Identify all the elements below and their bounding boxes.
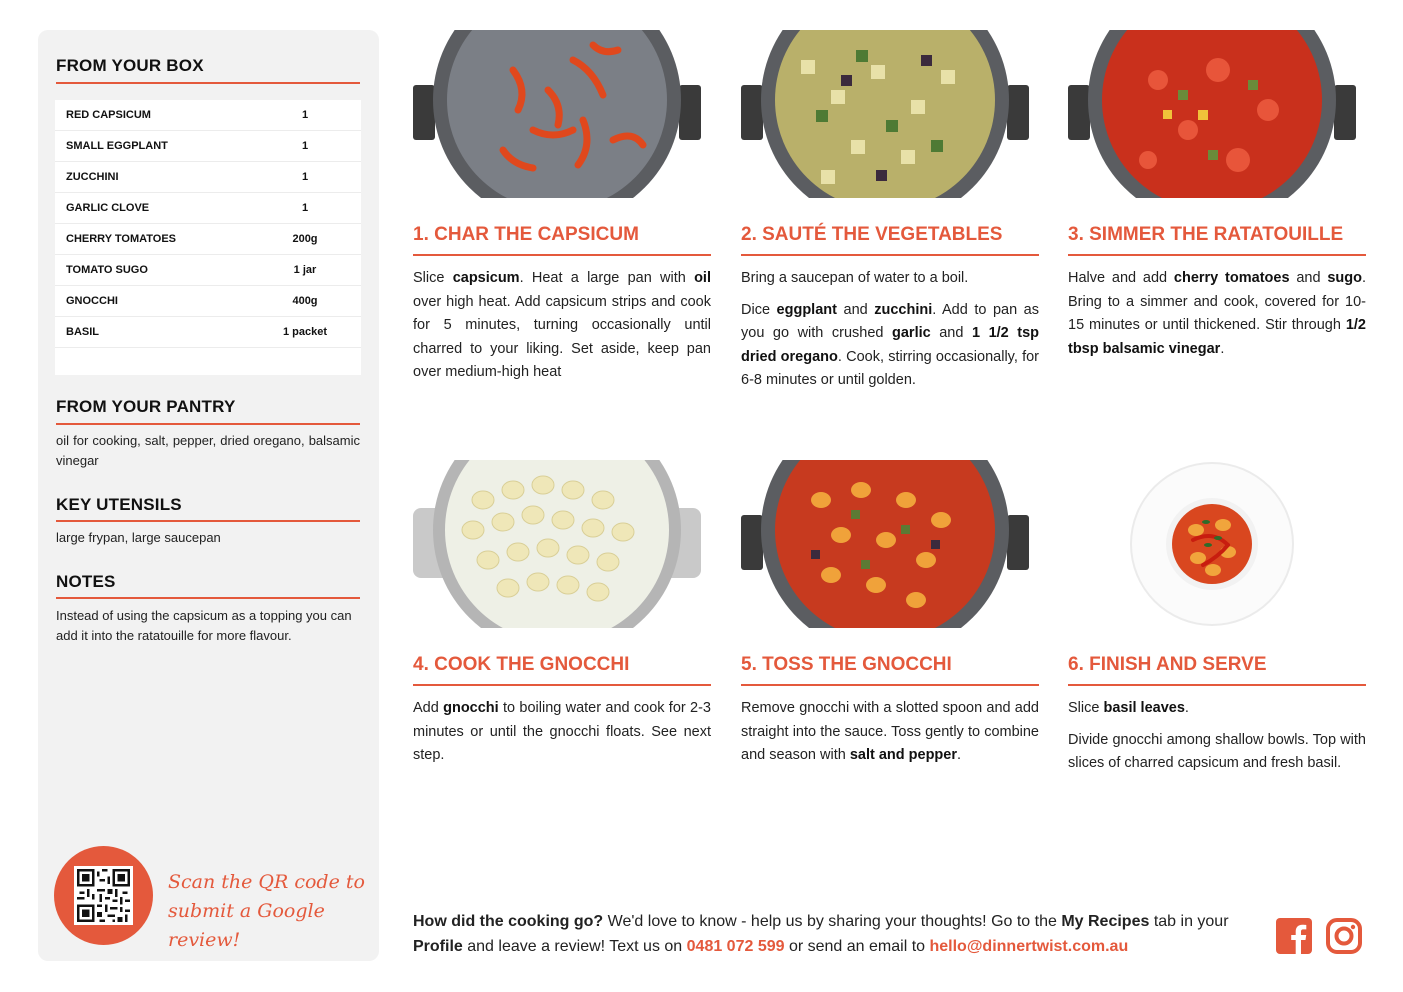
step-text-run: Slice bbox=[1068, 700, 1104, 716]
step-text-run: Divide gnocchi among shallow bowls. Top with slices of charred capsicum and fresh basil. bbox=[1068, 731, 1366, 771]
step-3-title: 3. SIMMER THE RATATOUILLE bbox=[1068, 224, 1344, 245]
ingredient-name: TOMATO SUGO bbox=[66, 264, 148, 276]
step-paragraph bbox=[413, 697, 711, 768]
footer-text-4: or send an email to bbox=[784, 938, 930, 955]
pantry-text: oil for cooking, salt, pepper, dried oregano, balsamic vinegar bbox=[56, 433, 360, 468]
step-5-text bbox=[741, 697, 1039, 768]
ingredient-emphasis: capsicum bbox=[452, 270, 520, 286]
step-paragraph bbox=[1068, 267, 1366, 361]
step-text-run: . Bring to a simmer and cook, covered for 10-15 minutes or until thickened. Stir through bbox=[1068, 270, 1367, 333]
ingredient-emphasis: eggplant bbox=[776, 301, 837, 318]
step-3-rule bbox=[1068, 254, 1366, 256]
step-paragraph bbox=[741, 299, 1039, 393]
box-heading: FROM YOUR BOX bbox=[56, 56, 204, 75]
qr-code-icon[interactable] bbox=[74, 866, 133, 925]
step-text-run: Add bbox=[413, 700, 444, 716]
ingredient-row bbox=[55, 286, 361, 317]
box-heading-rule bbox=[56, 82, 360, 84]
step-paragraph bbox=[741, 267, 1039, 291]
instagram-icon[interactable] bbox=[1326, 918, 1363, 955]
ingredient-qty: 200g bbox=[292, 233, 318, 245]
facebook-icon[interactable] bbox=[1276, 918, 1313, 955]
step-4-text bbox=[413, 697, 711, 768]
ingredient-name: SMALL EGGPLANT bbox=[66, 140, 168, 152]
step-6-text bbox=[1068, 697, 1366, 776]
profile-link[interactable]: Profile bbox=[413, 938, 463, 955]
ingredient-row bbox=[55, 131, 361, 162]
notes-heading-rule bbox=[56, 597, 360, 599]
step-1-title: 1. CHAR THE CAPSICUM bbox=[413, 224, 639, 245]
step-5-rule bbox=[741, 684, 1039, 686]
ingredient-name: GARLIC CLOVE bbox=[66, 202, 150, 214]
step-text-run: . Cook, stirring occasionally, for 6-8 minutes or until golden. bbox=[741, 348, 1039, 388]
step-text-run: and bbox=[930, 325, 972, 341]
step-4-rule bbox=[413, 684, 711, 686]
step-text-run: . bbox=[1184, 700, 1189, 716]
ingredient-qty: 1 bbox=[301, 171, 309, 183]
ingredient-emphasis: garlic bbox=[892, 325, 931, 341]
step-text-run: . bbox=[957, 747, 962, 763]
qr-text-line-2: submit a Google review! bbox=[168, 900, 325, 951]
ingredient-emphasis: 1 1/2 tsp dried oregano bbox=[741, 325, 1040, 365]
qr-badge[interactable] bbox=[54, 846, 153, 945]
step-text-run: Slice bbox=[413, 270, 453, 286]
ingredients-sidebar bbox=[38, 30, 379, 961]
step-2-text bbox=[741, 267, 1039, 393]
ingredient-qty: 400g bbox=[292, 295, 318, 307]
ingredient-qty: 1 packet bbox=[282, 326, 328, 338]
ingredient-name: ZUCCHINI bbox=[66, 171, 119, 183]
ingredient-emphasis: sugo bbox=[1327, 270, 1362, 286]
utensils-heading: KEY UTENSILS bbox=[56, 495, 182, 514]
ingredient-row bbox=[55, 193, 361, 224]
step-6-photo bbox=[1068, 460, 1356, 628]
utensils-heading-rule bbox=[56, 520, 360, 522]
step-paragraph bbox=[1068, 729, 1366, 776]
footer-question: How did the cooking go? bbox=[413, 913, 604, 930]
step-text-run: Dice bbox=[741, 301, 777, 318]
step-5-photo bbox=[741, 460, 1029, 628]
ingredient-qty: 1 jar bbox=[293, 264, 317, 276]
footer-text-3: and leave a review! Text us on bbox=[462, 938, 687, 955]
ingredient-emphasis: basil leaves bbox=[1103, 700, 1185, 716]
step-4-photo bbox=[413, 460, 701, 628]
footer-text-2: tab in your bbox=[1149, 913, 1229, 930]
notes-heading: NOTES bbox=[56, 572, 116, 591]
notes-text: Instead of using the capsicum as a topping you can add it into the ratatouille for more flavour. bbox=[56, 608, 352, 643]
ingredient-emphasis: zucchini bbox=[874, 301, 933, 318]
review-footer bbox=[413, 909, 1263, 959]
step-paragraph bbox=[741, 697, 1039, 768]
ingredient-qty: 1 bbox=[301, 109, 309, 121]
pantry-heading: FROM YOUR PANTRY bbox=[56, 397, 236, 416]
ingredient-emphasis: salt and pepper bbox=[849, 747, 957, 763]
pantry-heading-rule bbox=[56, 423, 360, 425]
ingredient-row bbox=[55, 162, 361, 193]
ingredient-emphasis: gnocchi bbox=[443, 700, 499, 716]
step-1-text bbox=[413, 267, 711, 385]
utensils-text: large frypan, large saucepan bbox=[56, 530, 221, 545]
step-4-title: 4. COOK THE GNOCCHI bbox=[413, 654, 630, 675]
step-text-run: and bbox=[1289, 270, 1328, 286]
step-2-title: 2. SAUTÉ THE VEGETABLES bbox=[741, 224, 1003, 245]
ingredient-row bbox=[55, 317, 361, 348]
ingredient-qty: 1 bbox=[301, 140, 309, 152]
ingredient-name: GNOCCHI bbox=[66, 295, 118, 307]
step-1-rule bbox=[413, 254, 711, 256]
step-6-title: 6. FINISH AND SERVE bbox=[1068, 654, 1267, 675]
step-text-run: to boiling water and cook for 2-3 minutes or until the gnocchi floats. See next step. bbox=[413, 700, 711, 763]
qr-text-line-1: Scan the QR code to bbox=[168, 871, 365, 893]
ingredient-row bbox=[55, 255, 361, 286]
ingredient-name: RED CAPSICUM bbox=[66, 109, 151, 121]
step-2-photo bbox=[741, 30, 1029, 198]
step-text-run: . Add to pan as you go with crushed bbox=[741, 301, 1040, 341]
ingredient-name: CHERRY TOMATOES bbox=[66, 233, 177, 245]
step-text-run: over high heat. Add capsicum strips and cook for 5 minutes, turning occasionally until charred to your liking. Set aside, keep pan over medium-high heat bbox=[413, 293, 711, 380]
ingredient-qty: 1 bbox=[301, 202, 309, 214]
step-text-run: . bbox=[1220, 340, 1225, 357]
step-3-text bbox=[1068, 267, 1366, 361]
ingredient-emphasis: cherry tomatoes bbox=[1173, 270, 1290, 286]
box-ingredients-table bbox=[55, 100, 361, 375]
step-3-photo bbox=[1068, 30, 1356, 198]
step-text-run: Halve and add bbox=[1068, 270, 1174, 286]
ingredient-row bbox=[55, 224, 361, 255]
my-recipes-link[interactable]: My Recipes bbox=[1061, 913, 1150, 930]
step-text-run: . Heat a large pan with bbox=[519, 270, 695, 286]
step-paragraph bbox=[413, 267, 711, 385]
step-text-run: Bring a saucepan of water to a boil. bbox=[741, 270, 969, 286]
step-6-rule bbox=[1068, 684, 1366, 686]
email-link[interactable]: hello@dinnertwist.com.au bbox=[929, 938, 1129, 955]
step-1-photo bbox=[413, 30, 701, 198]
step-paragraph bbox=[1068, 697, 1366, 721]
step-text-run: Remove gnocchi with a slotted spoon and add straight into the sauce. Toss gently to combine and season with bbox=[741, 700, 1039, 763]
phone-link[interactable]: 0481 072 599 bbox=[686, 938, 785, 955]
ingredient-row bbox=[55, 100, 361, 131]
ingredient-emphasis: oil bbox=[694, 270, 711, 286]
ingredient-emphasis: 1/2 tbsp balsamic vinegar bbox=[1068, 317, 1366, 357]
step-text-run: and bbox=[836, 301, 875, 318]
step-2-rule bbox=[741, 254, 1039, 256]
ingredient-name: BASIL bbox=[66, 326, 99, 338]
footer-text-1: We'd love to know - help us by sharing your thoughts! Go to the bbox=[603, 913, 1062, 930]
qr-call-to-action bbox=[168, 868, 368, 955]
step-5-title: 5. TOSS THE GNOCCHI bbox=[741, 654, 952, 675]
